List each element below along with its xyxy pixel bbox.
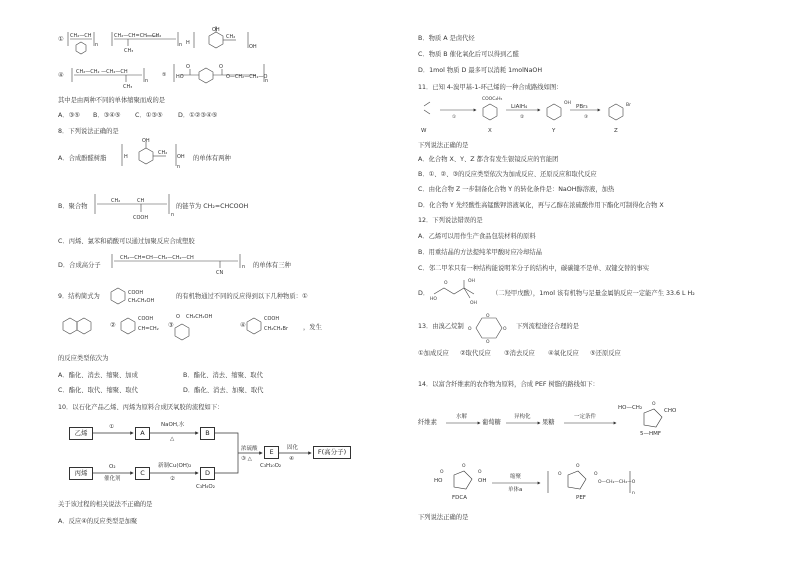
svg-text:O: O: [440, 470, 444, 475]
q8-d-structure: [110, 252, 250, 280]
q9-option-b: B．酯化、消去、缩聚、取代: [183, 372, 263, 379]
svg-text:n: n: [632, 491, 635, 496]
q10-title: 10．以石化产品乙烯、丙烯为原料合成厌氧胶的流程如下：: [58, 404, 224, 411]
q14-ho-ch2: HO—CH₂: [618, 405, 643, 411]
svg-text:n: n: [95, 42, 99, 48]
q11-scheme: [418, 92, 658, 134]
flow-step4: ④: [289, 456, 294, 462]
q11-title: 11．已知 4-溴甲基-1-环己烯的一种合成路线如图：: [418, 84, 563, 91]
flow-B: B: [200, 427, 215, 440]
q8-option-a: A．合成酚醛树脂: [58, 155, 107, 162]
flow-d-formula: C₃H₄O₂: [196, 484, 215, 490]
q13-structure: [466, 312, 514, 344]
svg-text:O: O: [219, 64, 223, 70]
svg-text:③: ③: [584, 115, 589, 120]
svg-text:O: O: [176, 314, 180, 320]
flow-solidify: 固化: [287, 445, 299, 451]
flow-o2: O₂: [109, 464, 116, 470]
q12-option-c: C．邻二甲苯只有一种结构能说明苯分子的结构中，碳碳键不是单、双键交替的事实: [418, 265, 650, 272]
svg-text:CH₂—CH=CH—CH₂—CH₂—CH: CH₂—CH=CH—CH₂—CH₂—CH: [120, 255, 194, 261]
q11-stem: 下列说法正确的是: [418, 142, 469, 149]
q9-tail: ，发生: [303, 324, 322, 331]
right-column: [418, 0, 758, 562]
q11-option-b: B．①、②、③的反应类型依次为加成反应、还原反应和取代反应: [418, 171, 597, 178]
flow-C: C: [135, 467, 150, 480]
svg-text:①: ①: [452, 115, 457, 120]
q11-reagent1: LiAlH₄: [511, 104, 528, 110]
svg-text:COOH: COOH: [264, 316, 280, 322]
q11-option-d: D．化合物 Y 先经酸性高锰酸钾溶液氧化，再与乙醇在浓硫酸作用下酯化可制得化合物 X: [418, 202, 664, 209]
q8-option-c: C．丙烯、氯苯和硝酸可以通过加聚反应合成塑胶: [58, 238, 195, 245]
flow-cat: 催化剂: [104, 476, 121, 482]
q14-fdca: FDCA: [452, 495, 468, 501]
q13-option-5: ⑤还原反应: [590, 350, 621, 357]
svg-text:O: O: [486, 314, 490, 319]
left-column: [58, 0, 403, 562]
svg-text:O: O: [462, 464, 466, 469]
svg-text:O: O: [478, 470, 482, 475]
svg-text:OH: OH: [468, 279, 475, 284]
svg-text:CH₂CH₂OH: CH₂CH₂OH: [128, 298, 155, 304]
q10-stem: 关于该过程的相关说法不正确的是: [58, 501, 153, 508]
q11-label-y: Y: [552, 128, 556, 134]
svg-text:OH: OH: [142, 138, 150, 144]
q9-structure: [106, 286, 174, 308]
svg-text:CH₂CH₂OH: CH₂CH₂OH: [186, 314, 213, 320]
q7-formula-1-label: ①: [58, 36, 64, 43]
svg-text:OH: OH: [564, 101, 571, 106]
flow-step2: ②: [170, 476, 175, 482]
q12-option-b: B．用重结晶的方法提纯苯甲酸时应冷却结晶: [418, 249, 542, 256]
svg-text:O: O: [486, 340, 490, 345]
q14-title: 14．以富含纤维素的农作物为原料，合成 PEF 树脂的路线如下：: [418, 381, 599, 388]
q7-polymer-structures: [66, 24, 269, 90]
q14-glucose: 葡萄糖: [482, 419, 501, 426]
flow-propylene: 丙烯: [69, 467, 93, 480]
svg-text:O: O: [468, 327, 472, 332]
q7-option-c: C．①③⑤: [135, 112, 163, 119]
q13-option-2: ②取代反应: [460, 350, 491, 357]
q9-stem: 的反应类型依次为: [58, 355, 109, 362]
svg-text:②: ②: [520, 115, 525, 120]
flow-h2so4-step: ③ △: [241, 456, 252, 462]
q8-a-structure: [120, 140, 190, 174]
svg-text:CH=CH₂: CH=CH₂: [138, 326, 159, 332]
svg-text:O: O: [594, 472, 598, 477]
svg-text:CH₂—CH₂ —CH₂—CH: CH₂—CH₂ —CH₂—CH: [76, 69, 128, 75]
flow-E: E: [264, 446, 279, 459]
svg-text:OH: OH: [177, 154, 185, 160]
q14-stem: 下列说法正确的是: [418, 514, 469, 521]
svg-text:n: n: [242, 264, 246, 270]
q7-stem: 其中是由两种不同的单体缩聚而成的是: [58, 97, 166, 104]
svg-text:COOH: COOH: [133, 215, 149, 221]
flow-step1: ①: [109, 424, 114, 430]
svg-text:CH₂CH₂Br: CH₂CH₂Br: [264, 326, 288, 332]
svg-text:CH₂: CH₂: [226, 34, 236, 40]
flow-F: F(高分子): [313, 446, 351, 459]
svg-text:CH₂—CH=CH—CH₂: CH₂—CH=CH—CH₂: [114, 33, 162, 39]
svg-text:CH₂: CH₂: [158, 150, 168, 156]
q8-option-a-tail: 的单体有两种: [193, 155, 231, 162]
q14-condense: 缩聚: [510, 474, 522, 480]
svg-text:CH: CH: [137, 198, 145, 204]
q14-oh1: OH: [478, 478, 487, 484]
q9-option-c: C．酯化、取代、缩聚、取代: [58, 387, 138, 394]
q14-cho: CHO: [664, 408, 677, 414]
q11-option-a: A．化合物 X、Y、Z 都含有发生银镜反应的官能团: [418, 156, 559, 163]
q9-item-3: ③: [168, 322, 174, 329]
svg-text:H: H: [186, 40, 190, 46]
svg-text:O: O: [558, 472, 562, 477]
q11-label-w: W: [421, 128, 427, 134]
svg-text:COOC₂H₅: COOC₂H₅: [482, 97, 503, 102]
q11-option-c: C．由化合物 Z 一步制备化合物 Y 的转化条件是：NaOH醇溶液，加热: [418, 186, 615, 193]
q14-cellulose: 纤维素: [418, 419, 437, 426]
flow-h2so4: 浓硫酸: [241, 446, 258, 452]
q12-option-d-tail: （二羟甲戊酸），1mol 该有机物与足量金属钠反应一定能产生 33.6 L H₂: [492, 290, 695, 297]
q14-hydrolysis: 水解: [456, 414, 468, 420]
svg-text:O: O: [576, 464, 580, 469]
q8-option-b-tail: 的链节为 CH₂=CHCOOH: [176, 203, 249, 210]
q9-item-4: ④: [240, 322, 246, 329]
q10-option-a: A．反应④的反应类型是加聚: [58, 518, 138, 525]
svg-text:n: n: [265, 78, 269, 84]
svg-text:⑤: ⑤: [162, 72, 167, 78]
q14-fructose: 果糖: [542, 419, 555, 426]
q11-reagent2: PBr₃: [576, 104, 588, 110]
q7-option-b: B．③④⑤: [93, 112, 121, 119]
q9-title: 9．结构简式为: [58, 293, 100, 300]
q7-option-d: D．①②③④⑤: [178, 112, 218, 119]
q8-option-d: D．合成高分子: [58, 262, 101, 269]
q8-title: 8．下列说法正确的是: [58, 128, 119, 135]
q13-option-3: ③消去反应: [504, 350, 535, 357]
q10-option-d: D．1mol 物质 D 最多可以消耗 1molNaOH: [418, 67, 543, 74]
q14-condition: 一定条件: [574, 414, 597, 420]
flow-D: D: [200, 467, 215, 480]
q12-option-d: D．: [418, 290, 430, 297]
flow-ethylene: 乙烯: [69, 427, 93, 440]
svg-text:CN: CN: [216, 270, 224, 276]
svg-text:CH₂—CH: CH₂—CH: [70, 33, 92, 39]
svg-text:COOH: COOH: [138, 316, 154, 322]
svg-text:n: n: [145, 78, 149, 84]
flow-naoh: NaOH,水: [161, 422, 185, 428]
svg-text:n: n: [179, 42, 183, 48]
q8-b-structure: [93, 188, 183, 222]
q8-option-d-tail: 的单体有三种: [253, 262, 291, 269]
q11-label-z: Z: [614, 128, 618, 134]
q9-title-tail: 的有机物通过不同的反应得到以下几种物质：①: [176, 293, 308, 300]
q8-option-b: B．聚合物: [58, 203, 88, 210]
q11-label-x: X: [488, 128, 492, 134]
svg-text:O: O: [503, 327, 507, 332]
q12-option-a: A．乙烯可以用作生产食品包装材料的原料: [418, 233, 536, 240]
flow-e-formula: C₃H₁₀O₂: [260, 463, 282, 469]
q10-option-c: C．物质 B 催化氧化后可以得到乙醛: [418, 51, 519, 58]
q9-option-d: D．酯化、消去、加聚、取代: [183, 387, 264, 394]
svg-text:n: n: [171, 212, 175, 218]
svg-text:CH₃: CH₃: [123, 84, 133, 90]
svg-text:Br: Br: [626, 103, 631, 108]
q13-option-4: ④氧化反应: [548, 350, 579, 357]
svg-text:H: H: [124, 154, 128, 160]
svg-text:OH: OH: [249, 44, 257, 50]
q14-ho1: HO: [434, 478, 443, 484]
q13-title-tail: 下列流程途径合理的是: [516, 323, 579, 330]
q12-d-structure: [430, 278, 494, 304]
svg-text:HO: HO: [176, 74, 184, 80]
q9-item-2: ②: [110, 322, 116, 329]
q12-title: 12．下列说法错误的是: [418, 217, 483, 224]
q9-option-a: A．酯化、消去、缩聚、加成: [58, 372, 138, 379]
q14-isomer: 异构化: [514, 414, 531, 420]
svg-text:n: n: [177, 164, 181, 170]
q14-hmf: 5—HMF: [640, 431, 662, 437]
q10-option-b: B．物质 A 是卤代烃: [418, 35, 475, 42]
q7-formula-4-label: ④: [58, 72, 64, 79]
svg-text:CH₂: CH₂: [111, 198, 121, 204]
svg-text:O—CH₂—CH₂—O: O—CH₂—CH₂—O: [226, 74, 268, 80]
q7-option-a: A．③⑤: [58, 112, 80, 119]
svg-text:OH: OH: [212, 27, 220, 33]
svg-text:O: O: [652, 402, 656, 407]
q14-pef: PEF: [576, 495, 586, 501]
flow-cuoh: 新制Cu(OH)₂: [158, 463, 192, 469]
svg-text:OH: OH: [470, 301, 477, 306]
svg-text:COOH: COOH: [128, 290, 144, 296]
q14-monomer: 单体a: [508, 487, 523, 493]
q13-option-1: ①加成反应: [418, 350, 449, 357]
svg-text:HO: HO: [430, 297, 437, 302]
svg-text:O: O: [444, 281, 448, 286]
q13-title: 13．由溴乙烷制: [418, 323, 464, 330]
q9-products: [58, 310, 298, 350]
svg-text:O: O: [186, 64, 190, 70]
flow-delta1: △: [170, 436, 175, 442]
svg-text:CH₃: CH₃: [124, 48, 134, 54]
flow-A: A: [135, 427, 150, 440]
svg-text:O—CH₂—CH₂—O: O—CH₂—CH₂—O: [598, 480, 636, 485]
